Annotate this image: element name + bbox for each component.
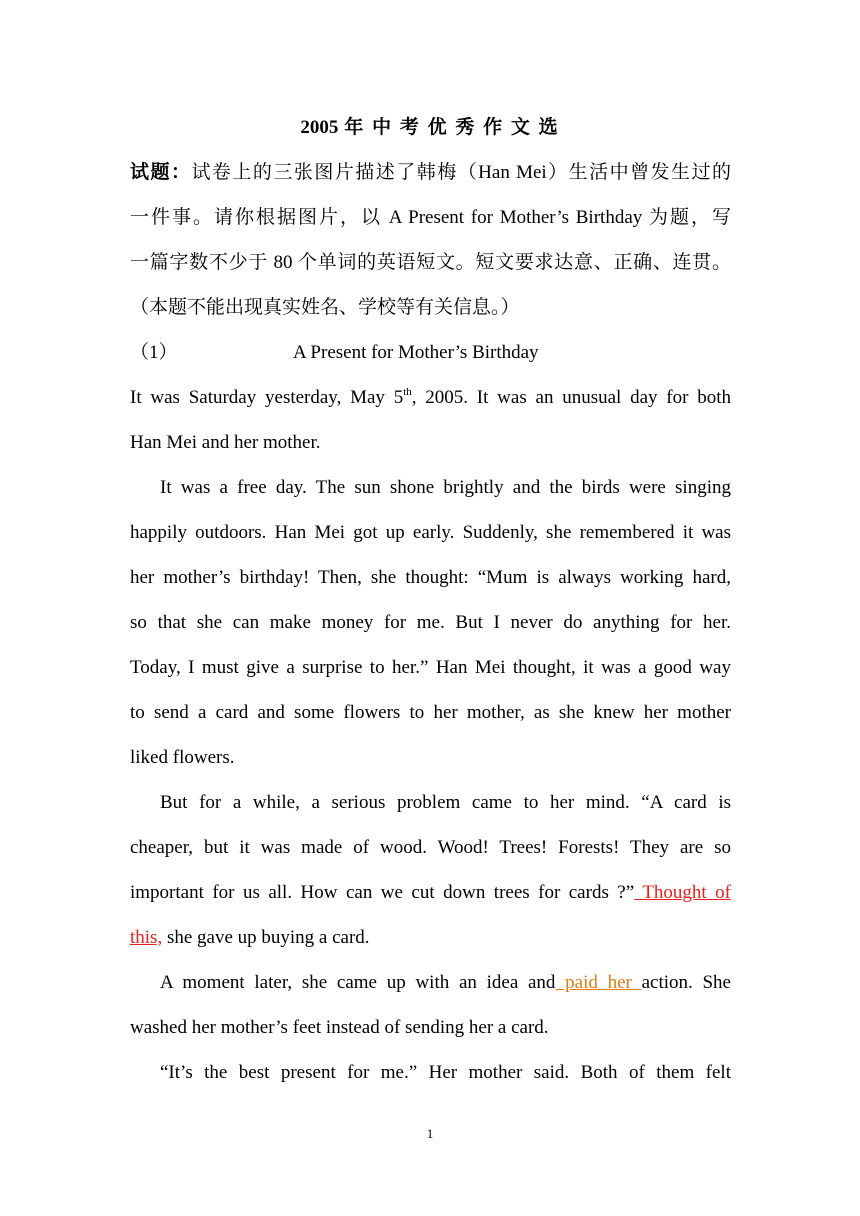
essay-title: A Present for Mother’s Birthday bbox=[293, 342, 539, 363]
essay-line: washed her mother’s feet instead of sending her a card. bbox=[130, 1017, 549, 1038]
page-title bbox=[0, 115, 860, 141]
essay-line: cheaper, but it was made of wood. Wood! Trees! Forests! They are so bbox=[130, 837, 731, 858]
prompt-line-3: 一篇字数不少于 80 个单词的英语短文。短文要求达意、正确、连贯。 bbox=[130, 252, 731, 273]
essay-line: so that she can make money for me. But I never do anything for her. bbox=[130, 612, 731, 633]
correction-orange: paid her bbox=[555, 972, 642, 993]
essay-number: （1） bbox=[130, 342, 178, 363]
prompt-line-1: 试题：试卷上的三张图片描述了韩梅（Han Mei）生活中曾发生过的 bbox=[130, 162, 731, 183]
essay-line: her mother’s birthday! Then, she thought: “Mum is always working hard, bbox=[130, 567, 731, 588]
essay-line: liked flowers. bbox=[130, 747, 235, 768]
prompt-label: 试题： bbox=[130, 162, 192, 183]
essay-line: “It’s the best present for me.” Her mother said. Both of them felt bbox=[160, 1062, 731, 1083]
correction-red: Thought of bbox=[634, 882, 731, 903]
page-number: 1 bbox=[426, 1126, 434, 1141]
superscript-th: th bbox=[403, 385, 412, 398]
essay-line: this, she gave up buying a card. bbox=[130, 927, 370, 948]
essay-line: important for us all. How can we cut down trees for cards ?” Thought of bbox=[130, 882, 731, 903]
essay-line: It was Saturday yesterday, May 5th, 2005. It was an unusual day for both bbox=[130, 385, 731, 408]
prompt-line-2: 一件事。请你根据图片，以 A Present for Mother’s Birthday 为题，写 bbox=[130, 207, 731, 228]
essay-line: to send a card and some flowers to her mother, as she knew her mother bbox=[130, 702, 731, 723]
essay-line: A moment later, she came up with an idea and paid her action. She bbox=[160, 972, 731, 993]
essay-line: Han Mei and her mother. bbox=[130, 432, 321, 453]
title-text: 年 中 考 优 秀 作 文 选 bbox=[344, 117, 560, 138]
essay-line: It was a free day. The sun shone brightly and the birds were singing bbox=[160, 477, 731, 498]
correction-red: this, bbox=[130, 927, 163, 948]
prompt-line-4: （本题不能出现真实姓名、学校等有关信息。） bbox=[130, 297, 520, 318]
essay-line: But for a while, a serious problem came to her mind. “A card is bbox=[160, 792, 731, 813]
essay-line: Today, I must give a surprise to her.” Han Mei thought, it was a good way bbox=[130, 657, 731, 678]
essay-line: happily outdoors. Han Mei got up early. Suddenly, she remembered it was bbox=[130, 522, 731, 543]
title-year: 2005 bbox=[300, 117, 339, 138]
